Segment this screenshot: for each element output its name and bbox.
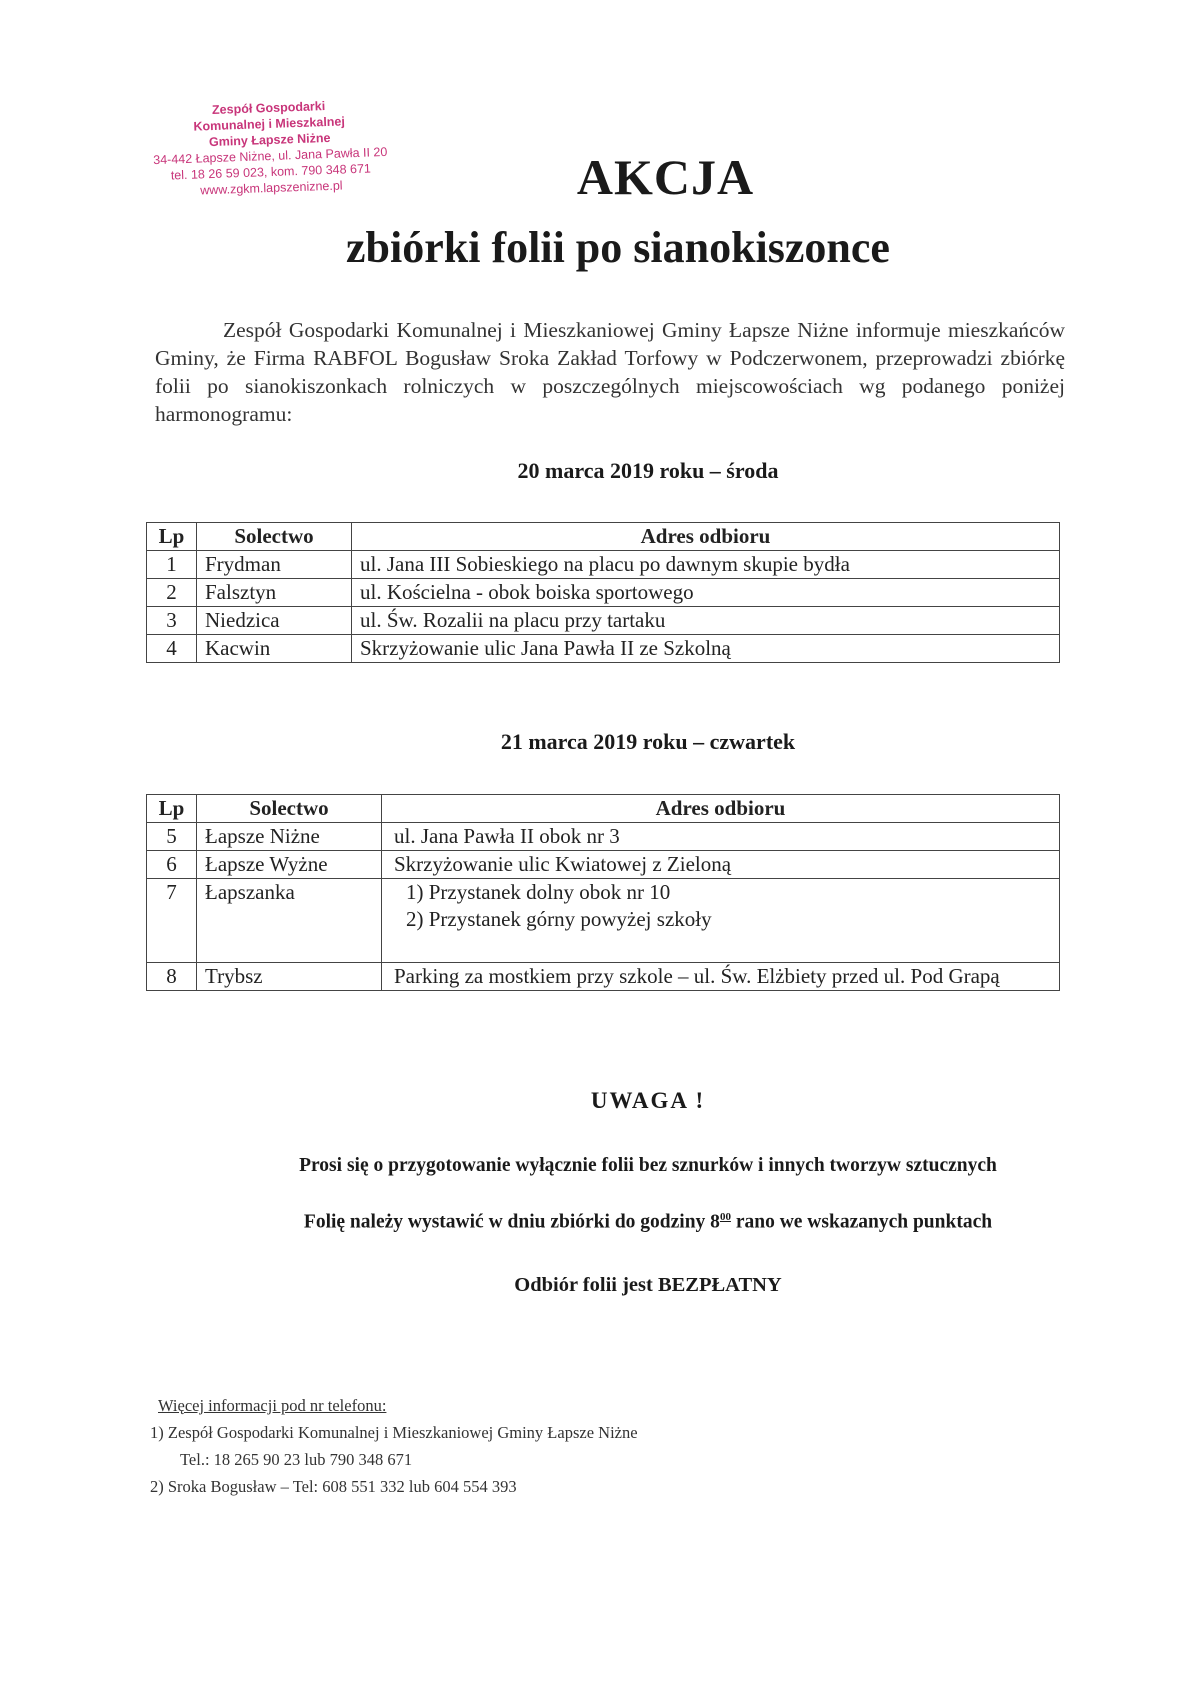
cell-solectwo: Trybsz xyxy=(197,963,382,991)
schedule-table-2 xyxy=(146,794,1060,991)
table-header-row xyxy=(147,523,1060,551)
stamp-line: www.zgkm.lapszenizne.pl xyxy=(199,178,343,198)
header-adres: Adres odbioru xyxy=(352,523,1060,551)
table-header-row xyxy=(147,795,1060,823)
cell-solectwo: Kacwin xyxy=(197,635,352,663)
stamp-line: 34-442 Łapsze Niżne, ul. Jana Pawła II 20 xyxy=(153,144,388,168)
stamp-line: tel. 18 26 59 023, kom. 790 348 671 xyxy=(170,161,372,183)
cell-solectwo: Łapsze Niżne xyxy=(197,823,382,851)
warning-line-3: Odbiór folii jest BEZPŁATNY xyxy=(514,1274,782,1296)
warning-line-2-text: Folię należy wystawić w dniu zbiórki do godziny 8 xyxy=(303,1211,720,1233)
cell-lp: 3 xyxy=(147,607,197,635)
cell-solectwo: Frydman xyxy=(197,551,352,579)
cell-adres: ul. Jana Pawła II obok nr 3 xyxy=(382,823,1060,851)
cell-lp: 7 xyxy=(147,879,197,963)
table-row xyxy=(147,607,1060,635)
table-row xyxy=(147,963,1060,991)
cell-solectwo: Łapsze Wyżne xyxy=(197,851,382,879)
address-line: 2) Przystanek górny powyżej szkoły xyxy=(406,907,712,931)
warning-title: UWAGA ! xyxy=(590,1088,706,1113)
table-row xyxy=(147,551,1060,579)
table-row xyxy=(147,879,1060,963)
header-solectwo: Solectwo xyxy=(197,795,382,823)
header-solectwo: Solectwo xyxy=(197,523,352,551)
cell-adres: ul. Św. Rozalii na placu przy tartaku xyxy=(352,607,1060,635)
cell-adres: Skrzyżowanie ulic Jana Pawła II ze Szkolną xyxy=(352,635,1060,663)
warning-line-2-tail: rano we wskazanych punktach xyxy=(730,1211,993,1233)
table-row xyxy=(147,823,1060,851)
schedule-date-1: 20 marca 2019 roku – środa xyxy=(517,458,779,483)
cell-adres: Skrzyżowanie ulic Kwiatowej z Zieloną xyxy=(382,851,1060,879)
cell-lp: 8 xyxy=(147,963,197,991)
cell-lp: 4 xyxy=(147,635,197,663)
schedule-table-1 xyxy=(146,522,1060,663)
header-lp: Lp xyxy=(147,795,197,823)
contact-item: 1) Zespół Gospodarki Komunalnej i Mieszkaniowej Gminy Łapsze Niżne xyxy=(150,1423,638,1442)
warning-line-2-time: 00 xyxy=(719,1211,731,1223)
contact-heading: Więcej informacji pod nr telefonu: xyxy=(158,1396,387,1415)
contact-phone: Tel.: 18 265 90 23 lub 790 348 671 xyxy=(180,1450,413,1469)
cell-solectwo: Falsztyn xyxy=(197,579,352,607)
cell-solectwo: Łapszanka xyxy=(197,879,382,963)
cell-lp: 5 xyxy=(147,823,197,851)
intro-paragraph: Zespół Gospodarki Komunalnej i Mieszkaniowej Gminy Łapsze Niżne informuje mieszkańców Gminy, że Firma RABFOL Bogusław Sroka Zakład Torfowy w Podczerwonem, przeprowadzi zbiórkę folii po sianokiszonkach rolniczych w poszczególnych miejscowościach wg podanego poniżej harmonogramu: xyxy=(155,318,1065,426)
header-adres: Adres odbioru xyxy=(382,795,1060,823)
table-row xyxy=(147,635,1060,663)
warning-line-2 xyxy=(0,1211,1191,1234)
warning-line-1: Prosi się o przygotowanie wyłącznie folii bez sznurków i innych tworzyw sztucznych xyxy=(299,1155,997,1176)
contact-block xyxy=(150,1392,638,1500)
schedule-date-2: 21 marca 2019 roku – czwartek xyxy=(500,729,796,754)
header-lp: Lp xyxy=(147,523,197,551)
stamp-line: Gminy Łapsze Niżne xyxy=(208,130,331,150)
cell-adres: ul. Jana III Sobieskiego na placu po dawnym skupie bydła xyxy=(352,551,1060,579)
cell-adres: ul. Kościelna - obok boiska sportowego xyxy=(352,579,1060,607)
cell-lp: 6 xyxy=(147,851,197,879)
page-title: AKCJA xyxy=(576,149,755,205)
stamp-line: Zespół Gospodarki xyxy=(211,99,326,117)
cell-lp: 1 xyxy=(147,551,197,579)
address-line: 1) Przystanek dolny obok nr 10 xyxy=(406,880,671,904)
stamp-line: Komunalnej i Mieszkalnej xyxy=(193,114,346,134)
cell-solectwo: Niedzica xyxy=(197,607,352,635)
cell-adres: Parking za mostkiem przy szkole – ul. Św. Elżbiety przed ul. Pod Grapą xyxy=(382,963,1060,991)
table-row xyxy=(147,851,1060,879)
cell-lp: 2 xyxy=(147,579,197,607)
table-row xyxy=(147,579,1060,607)
page-subtitle: zbiórki folii po sianokiszonce xyxy=(346,223,890,272)
cell-adres xyxy=(382,879,1060,963)
contact-item: 2) Sroka Bogusław – Tel: 608 551 332 lub 604 554 393 xyxy=(150,1477,517,1496)
